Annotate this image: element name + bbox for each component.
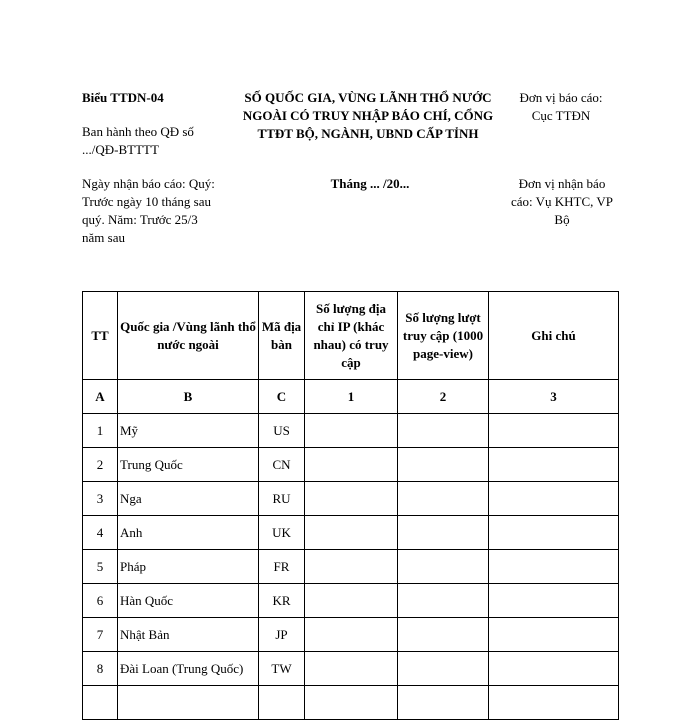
row-area-code: RU	[259, 482, 305, 516]
receive-date-line: quý. Năm: Trước 25/3	[82, 212, 198, 227]
header-tt: TT	[83, 292, 118, 380]
row-notes	[489, 584, 619, 618]
row-ip-count	[305, 448, 398, 482]
table-row	[83, 550, 619, 584]
table-row	[83, 414, 619, 448]
column-code: B	[118, 380, 259, 414]
receive-date	[82, 175, 232, 247]
row-area-code: CN	[259, 448, 305, 482]
row-ip-count	[305, 584, 398, 618]
row-area-code	[259, 686, 305, 720]
row-visit-count	[398, 482, 489, 516]
title-line: NGOÀI CÓ TRUY NHẬP BÁO CHÍ, CỔNG	[242, 108, 494, 123]
row-number: 4	[83, 516, 118, 550]
column-code: 2	[398, 380, 489, 414]
row-visit-count	[398, 414, 489, 448]
column-code: C	[259, 380, 305, 414]
row-number: 5	[83, 550, 118, 584]
row-visit-count	[398, 584, 489, 618]
form-code: Biểu TTDN-04	[82, 90, 164, 105]
report-period: Tháng ... /20...	[330, 176, 410, 191]
row-number	[83, 686, 118, 720]
title-line: SỐ QUỐC GIA, VÙNG LÃNH THỔ NƯỚC	[244, 90, 492, 105]
row-notes	[489, 686, 619, 720]
row-number: 1	[83, 414, 118, 448]
table-row	[83, 448, 619, 482]
receiving-unit	[500, 175, 624, 229]
row-number: 2	[83, 448, 118, 482]
row-visit-count	[398, 618, 489, 652]
reporting-unit-value: Cục TTĐN	[531, 108, 591, 123]
row-country: Nhật Bản	[118, 618, 259, 652]
table-header-row	[83, 292, 619, 380]
row-ip-count	[305, 686, 398, 720]
country-access-table	[82, 291, 619, 720]
row-number: 8	[83, 652, 118, 686]
reporting-unit	[506, 89, 616, 125]
row-area-code: JP	[259, 618, 305, 652]
row-notes	[489, 448, 619, 482]
row-notes	[489, 414, 619, 448]
receive-date-line: Ngày nhận báo cáo: Quý:	[82, 176, 215, 191]
receiving-unit-line: Đơn vị nhận báo	[518, 176, 606, 191]
row-country: Mỹ	[118, 414, 259, 448]
column-code: A	[83, 380, 118, 414]
header-country: Quốc gia /Vùng lãnh thổ nước ngoài	[118, 292, 259, 380]
row-visit-count	[398, 686, 489, 720]
header-notes: Ghi chú	[489, 292, 619, 380]
row-ip-count	[305, 482, 398, 516]
table-row	[83, 686, 619, 720]
row-ip-count	[305, 652, 398, 686]
title-line: TTĐT BỘ, NGÀNH, UBND CẤP TỈNH	[257, 126, 479, 141]
header-ip-count: Số lượng địa chỉ IP (khác nhau) có truy cập	[305, 292, 398, 380]
row-number: 6	[83, 584, 118, 618]
header-area-code: Mã địa bàn	[259, 292, 305, 380]
row-ip-count	[305, 618, 398, 652]
row-notes	[489, 482, 619, 516]
row-notes	[489, 618, 619, 652]
row-visit-count	[398, 448, 489, 482]
column-code-row	[83, 380, 619, 414]
column-code: 3	[489, 380, 619, 414]
row-country	[118, 686, 259, 720]
issued-by	[82, 123, 222, 159]
issued-decision: .../QĐ-BTTTT	[82, 142, 159, 157]
row-visit-count	[398, 550, 489, 584]
header-visit-count: Số lượng lượt truy cập (1000 page-view)	[398, 292, 489, 380]
row-country: Đài Loan (Trung Quốc)	[118, 652, 259, 686]
receiving-unit-line: Bộ	[554, 212, 570, 227]
receiving-unit-line: cáo: Vụ KHTC, VP	[510, 194, 614, 209]
row-ip-count	[305, 414, 398, 448]
row-country: Hàn Quốc	[118, 584, 259, 618]
row-number: 3	[83, 482, 118, 516]
column-code: 1	[305, 380, 398, 414]
row-notes	[489, 652, 619, 686]
table-row	[83, 516, 619, 550]
table-row	[83, 584, 619, 618]
row-country: Pháp	[118, 550, 259, 584]
row-area-code: TW	[259, 652, 305, 686]
table-row	[83, 652, 619, 686]
row-country: Anh	[118, 516, 259, 550]
row-area-code: US	[259, 414, 305, 448]
row-area-code: UK	[259, 516, 305, 550]
row-notes	[489, 550, 619, 584]
row-notes	[489, 516, 619, 550]
row-country: Nga	[118, 482, 259, 516]
receive-date-line: năm sau	[82, 230, 125, 245]
row-country: Trung Quốc	[118, 448, 259, 482]
table-row	[83, 482, 619, 516]
row-area-code: KR	[259, 584, 305, 618]
table-row	[83, 618, 619, 652]
row-ip-count	[305, 550, 398, 584]
receive-date-line: Trước ngày 10 tháng sau	[82, 194, 211, 209]
reporting-unit-label: Đơn vị báo cáo:	[519, 90, 603, 105]
issued-line: Ban hành theo QĐ số	[82, 124, 194, 139]
row-visit-count	[398, 652, 489, 686]
row-number: 7	[83, 618, 118, 652]
row-visit-count	[398, 516, 489, 550]
report-title	[232, 89, 504, 143]
row-ip-count	[305, 516, 398, 550]
row-area-code: FR	[259, 550, 305, 584]
